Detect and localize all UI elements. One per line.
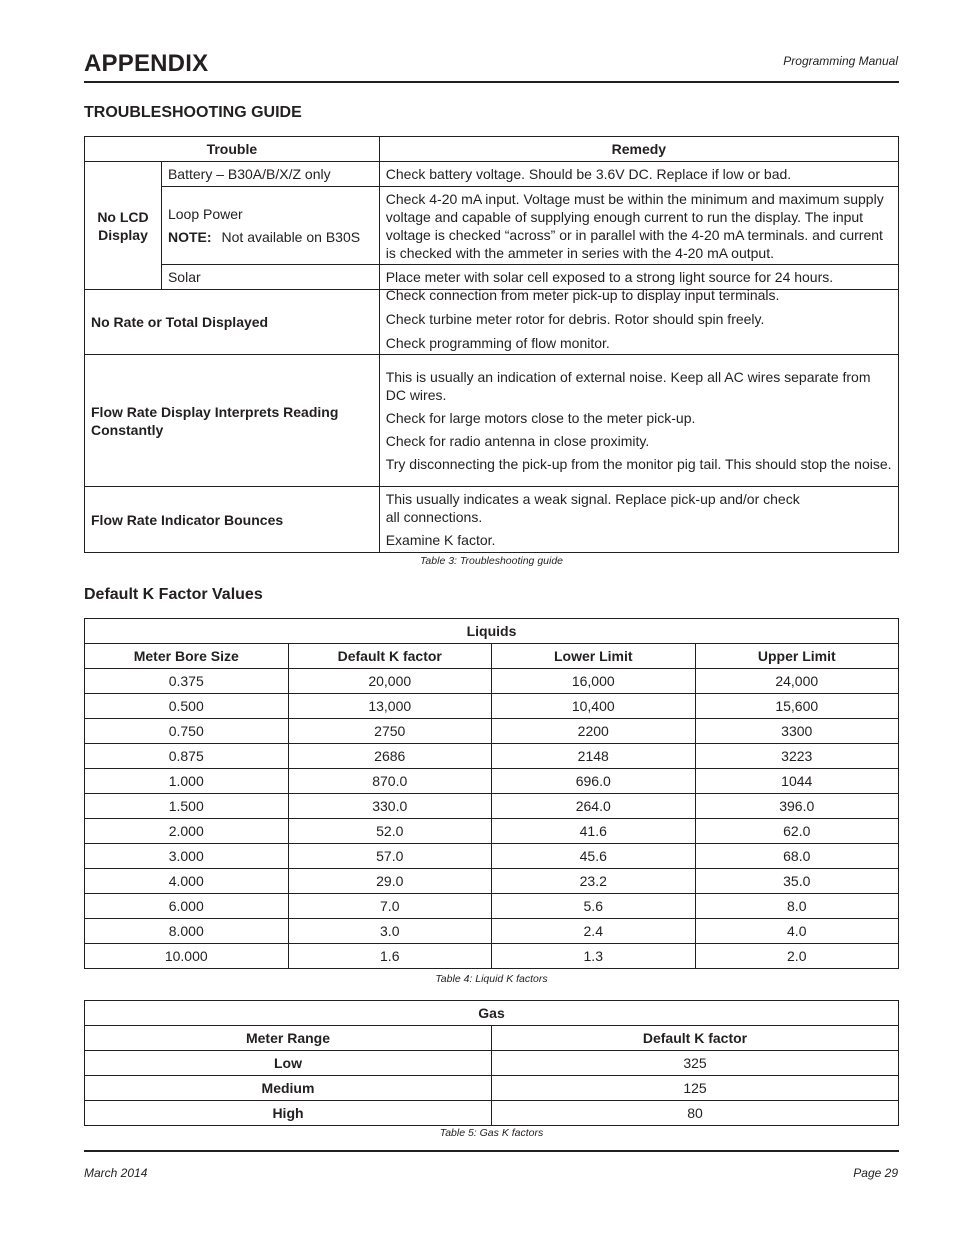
- table-cell: 57.0: [288, 844, 492, 869]
- table-cell: 325: [492, 1051, 899, 1076]
- table-cell: 2686: [288, 744, 492, 769]
- interprets-label: Flow Rate Display Interprets Reading Constantly: [85, 355, 380, 487]
- no-rate-label: No Rate or Total Displayed: [85, 290, 380, 355]
- header-divider: [84, 81, 899, 83]
- table-cell: 4.0: [695, 919, 899, 944]
- table-cell: 24,000: [695, 669, 899, 694]
- table-cell: 13,000: [288, 694, 492, 719]
- remedy-line: Check for large motors close to the meter pick-up.: [385, 410, 696, 426]
- table-cell: 20,000: [288, 669, 492, 694]
- liquid-kfactor-table: [84, 618, 899, 969]
- gas-caption: Table 5: Gas K factors: [439, 1127, 544, 1139]
- table-cell: 3.0: [288, 919, 492, 944]
- meter-range-cell: High: [85, 1101, 492, 1126]
- page-title: APPENDIX: [84, 50, 209, 77]
- remedy-line: Examine K factor.: [385, 532, 496, 548]
- column-header-trouble: Trouble: [85, 137, 380, 162]
- remedy-line: Check connection from meter pick-up to display input terminals.: [385, 287, 780, 303]
- table-cell: 2.0: [695, 944, 899, 969]
- table-cell: 0.375: [85, 669, 289, 694]
- table-row: [85, 744, 899, 769]
- bounces-remedy: [379, 487, 898, 553]
- remedy-line: This is usually an indication of external noise. Keep all AC wires separate from DC wires.: [385, 369, 871, 403]
- table-cell: 5.6: [492, 894, 696, 919]
- meter-range-cell: Low: [85, 1051, 492, 1076]
- table-header-row: [85, 1026, 899, 1051]
- column-header: Default K factor: [288, 644, 492, 669]
- column-header-remedy: Remedy: [379, 137, 898, 162]
- loop-power-label: Loop Power: [167, 206, 243, 222]
- table-cell: 7.0: [288, 894, 492, 919]
- table-cell: 2.000: [85, 819, 289, 844]
- column-header: Meter Bore Size: [85, 644, 289, 669]
- table-row: [85, 894, 899, 919]
- table-row: [85, 487, 899, 553]
- table-cell: 10.000: [85, 944, 289, 969]
- kfactor-heading: Default K Factor Values: [84, 586, 263, 603]
- table-row: [85, 819, 899, 844]
- table-cell: 0.875: [85, 744, 289, 769]
- table-row: [85, 719, 899, 744]
- table-row: [85, 1101, 899, 1126]
- table-cell: 0.500: [85, 694, 289, 719]
- gas-kfactor-table: [84, 1000, 899, 1126]
- table-row: [85, 694, 899, 719]
- table-header-row: [85, 644, 899, 669]
- liquids-caption: Table 4: Liquid K factors: [435, 973, 548, 985]
- table-cell: 3223: [695, 744, 899, 769]
- table-title-row: [85, 1001, 899, 1026]
- table-row: [85, 162, 899, 187]
- table-cell: 696.0: [492, 769, 696, 794]
- table-cell: 41.6: [492, 819, 696, 844]
- no-rate-remedy: [379, 287, 898, 355]
- battery-remedy: Check battery voltage. Should be 3.6V DC. Replace if low or bad.: [379, 162, 898, 187]
- solar-remedy: Place meter with solar cell exposed to a strong light source for 24 hours.: [379, 265, 898, 290]
- loop-power-remedy: Check 4-20 mA input. Voltage must be within the minimum and maximum supply voltage and capable of supplying enough current to run the display. The input voltage is checked “across” or in parallel with the 4-20 mA terminals. and current is checked with the ammeter in series with the 4-20 mA output.: [379, 187, 898, 265]
- table-cell: 35.0: [695, 869, 899, 894]
- remedy-line: Check turbine meter rotor for debris. Rotor should spin freely.: [385, 311, 765, 327]
- no-lcd-display-label: No LCD Display: [85, 162, 162, 290]
- table-cell: 1.3: [492, 944, 696, 969]
- interprets-remedy: [379, 355, 898, 487]
- column-header: Upper Limit: [695, 644, 899, 669]
- manual-name: Programming Manual: [783, 54, 898, 68]
- table-cell: 1.000: [85, 769, 289, 794]
- table-cell: 80: [492, 1101, 899, 1126]
- table-cell: 1.6: [288, 944, 492, 969]
- table-cell: 3300: [695, 719, 899, 744]
- remedy-line: Check programming of flow monitor.: [385, 335, 610, 351]
- solar-cause: Solar: [161, 265, 379, 290]
- table-cell: 8.000: [85, 919, 289, 944]
- table-cell: 2148: [492, 744, 696, 769]
- table-row: [85, 794, 899, 819]
- loop-power-note: [168, 228, 373, 246]
- table-cell: 3.000: [85, 844, 289, 869]
- table-row: [85, 187, 899, 265]
- table-cell: 29.0: [288, 869, 492, 894]
- table-cell: 2200: [492, 719, 696, 744]
- table-row: [85, 355, 899, 487]
- footer-divider: [84, 1150, 899, 1152]
- note-label: NOTE:: [167, 229, 212, 245]
- remedy-line: Try disconnecting the pick-up from the monitor pig tail. This should stop the noise.: [385, 456, 892, 472]
- table-cell: 0.750: [85, 719, 289, 744]
- table-cell: 52.0: [288, 819, 492, 844]
- table-cell: 870.0: [288, 769, 492, 794]
- column-header: Meter Range: [85, 1026, 492, 1051]
- bounces-label: Flow Rate Indicator Bounces: [85, 487, 380, 553]
- table-row: [85, 944, 899, 969]
- column-header: Default K factor: [492, 1026, 899, 1051]
- table-row: [85, 1076, 899, 1101]
- table-row: [85, 769, 899, 794]
- table-title-row: [85, 619, 899, 644]
- liquids-title: Liquids: [85, 619, 899, 644]
- table-cell: 45.6: [492, 844, 696, 869]
- table-cell: 15,600: [695, 694, 899, 719]
- troubleshooting-caption: Table 3: Troubleshooting guide: [419, 555, 564, 567]
- gas-title: Gas: [85, 1001, 899, 1026]
- note-text: Not available on B30S: [221, 229, 361, 245]
- table-cell: 10,400: [492, 694, 696, 719]
- troubleshooting-heading: TROUBLESHOOTING GUIDE: [84, 104, 302, 121]
- remedy-line: This usually indicates a weak signal. Replace pick-up and/or check all connections.: [385, 491, 800, 525]
- table-cell: 264.0: [492, 794, 696, 819]
- table-cell: 125: [492, 1076, 899, 1101]
- table-cell: 62.0: [695, 819, 899, 844]
- table-cell: 2.4: [492, 919, 696, 944]
- battery-cause: Battery – B30A/B/X/Z only: [161, 162, 379, 187]
- table-cell: 4.000: [85, 869, 289, 894]
- table-row: [85, 869, 899, 894]
- table-cell: 8.0: [695, 894, 899, 919]
- table-cell: 16,000: [492, 669, 696, 694]
- table-cell: 396.0: [695, 794, 899, 819]
- loop-power-cause: [161, 187, 379, 265]
- table-header-row: [85, 137, 899, 162]
- table-row: [85, 844, 899, 869]
- table-cell: 6.000: [85, 894, 289, 919]
- table-cell: 1.500: [85, 794, 289, 819]
- page-number: Page 29: [853, 1166, 898, 1180]
- meter-range-cell: Medium: [85, 1076, 492, 1101]
- table-cell: 330.0: [288, 794, 492, 819]
- table-row: [85, 290, 899, 355]
- table-row: [85, 669, 899, 694]
- table-cell: 1044: [695, 769, 899, 794]
- troubleshooting-table: [84, 136, 899, 553]
- remedy-line: Check for radio antenna in close proximity.: [385, 433, 650, 449]
- table-row: [85, 1051, 899, 1076]
- table-row: [85, 919, 899, 944]
- column-header: Lower Limit: [492, 644, 696, 669]
- table-cell: 2750: [288, 719, 492, 744]
- footer-date: March 2014: [84, 1166, 148, 1180]
- table-cell: 68.0: [695, 844, 899, 869]
- table-cell: 23.2: [492, 869, 696, 894]
